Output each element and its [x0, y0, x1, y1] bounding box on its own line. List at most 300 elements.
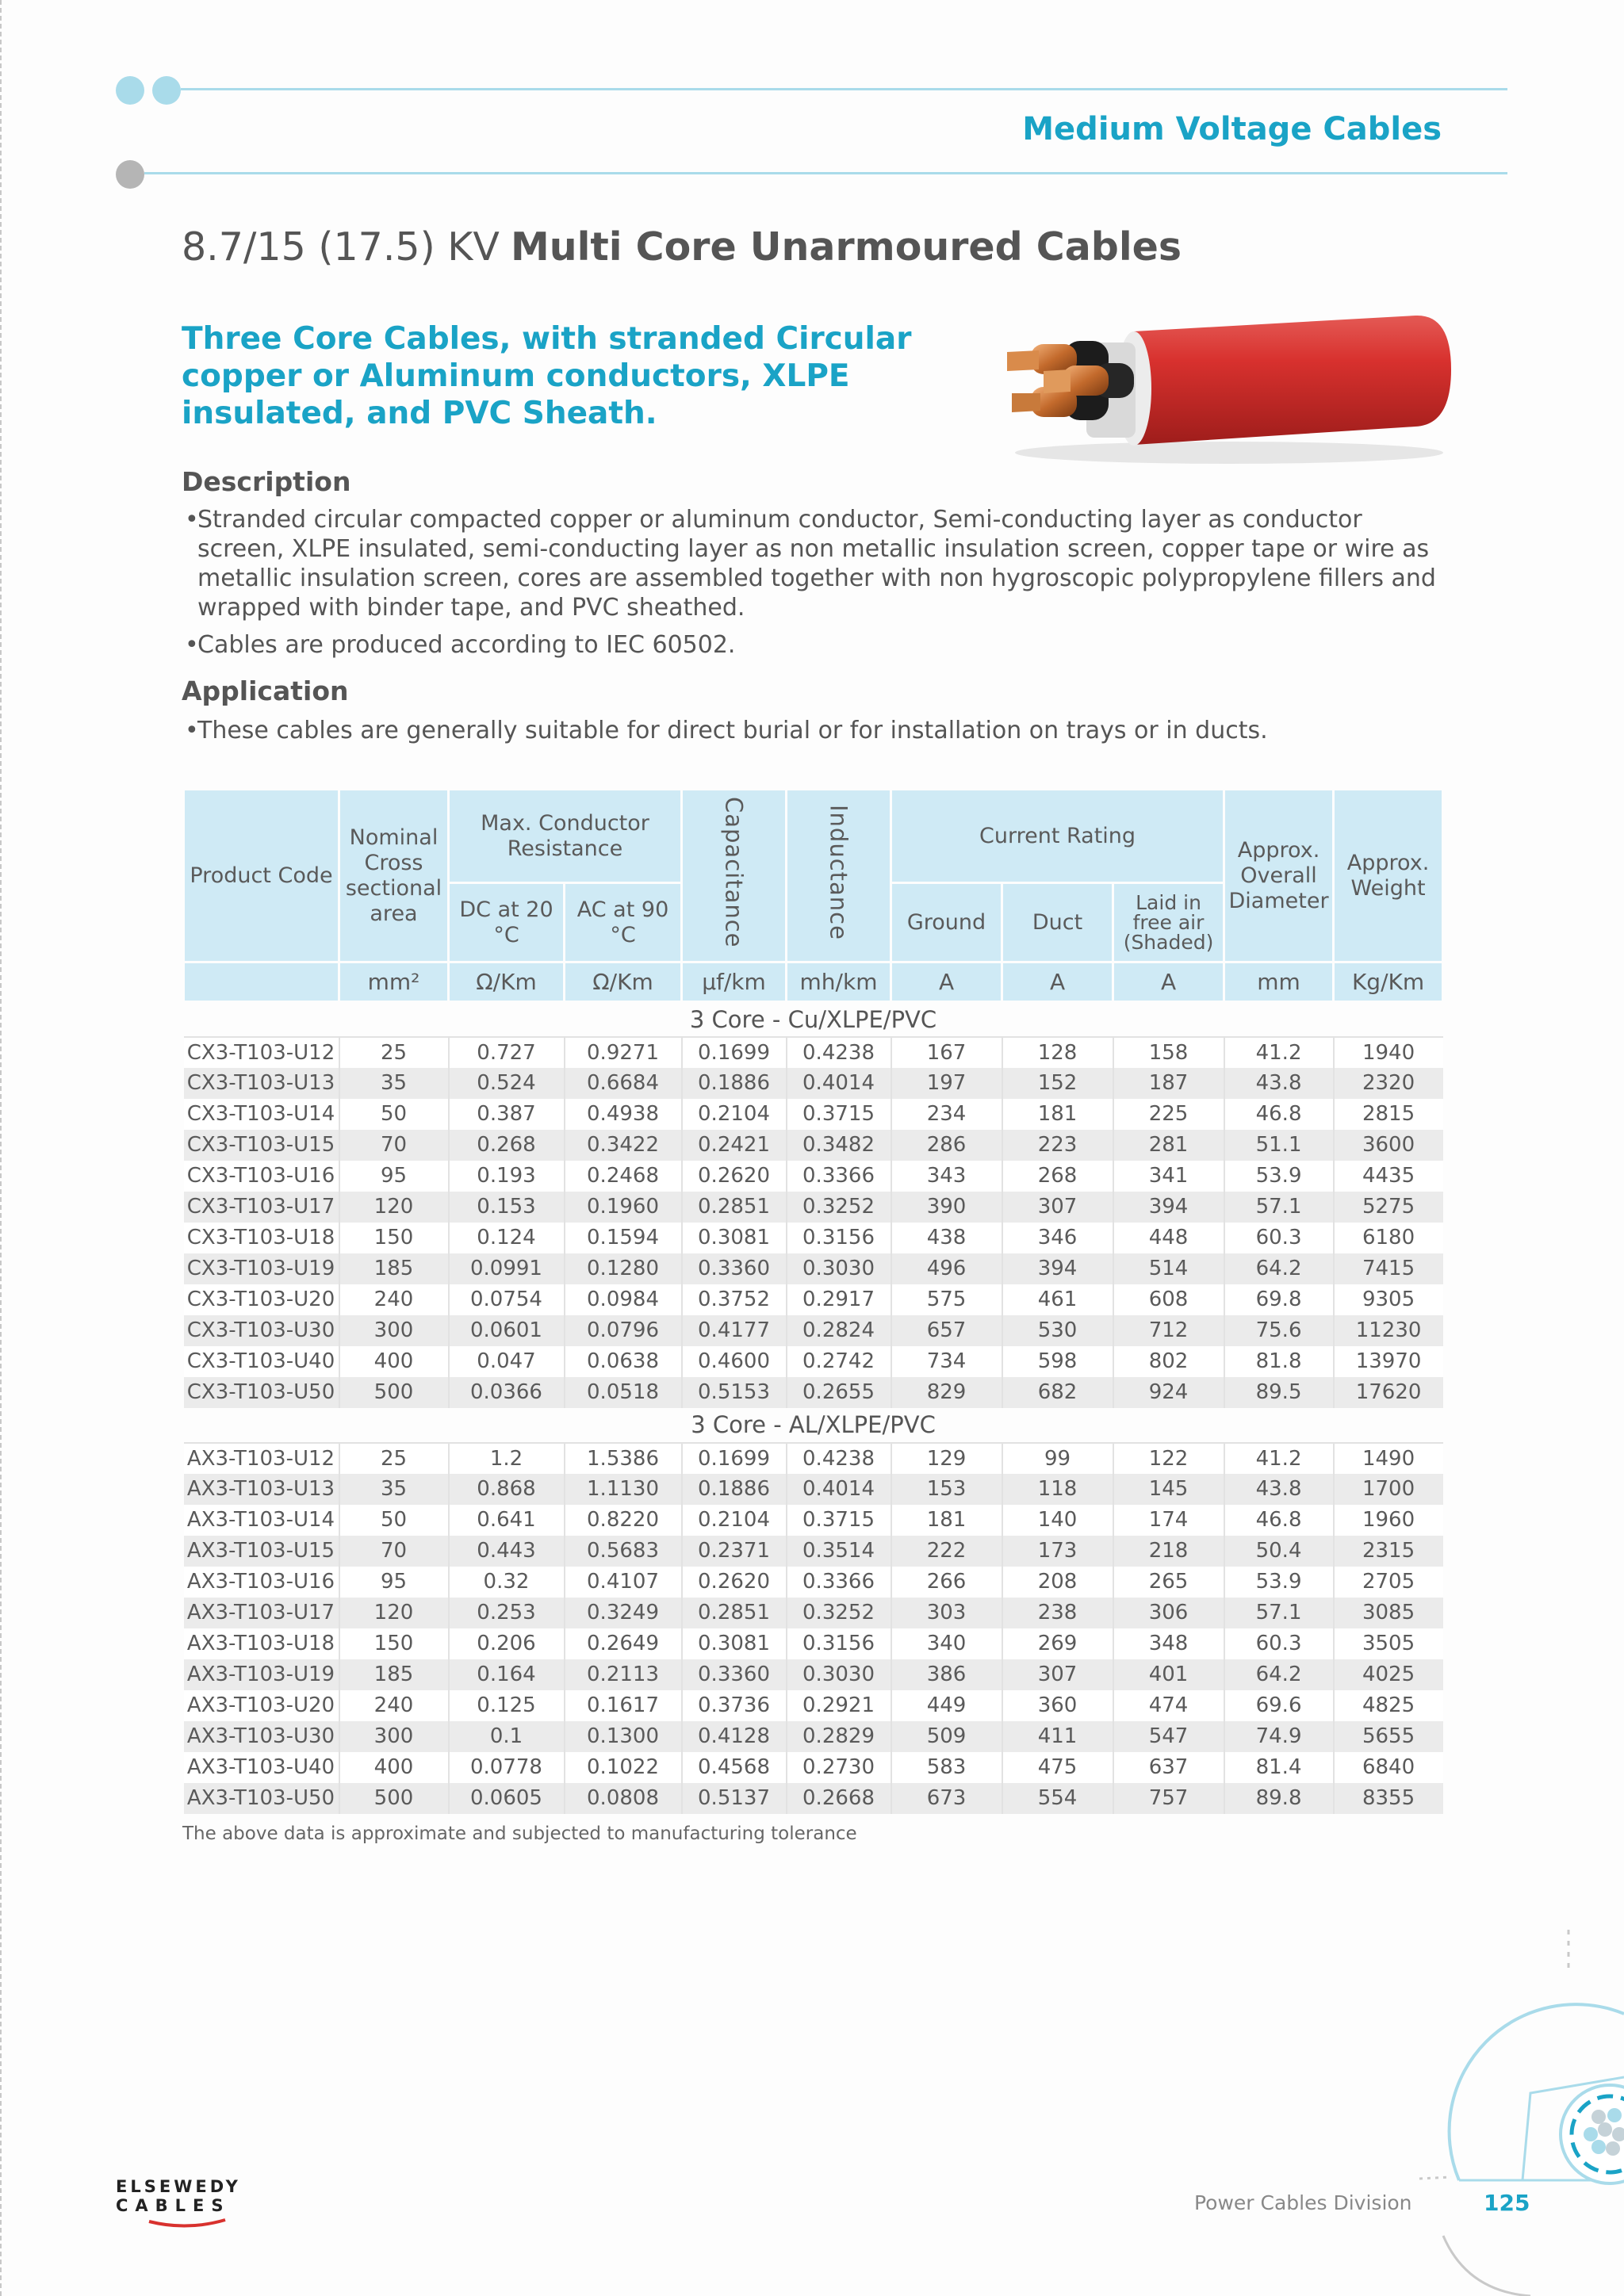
table-cell: 0.2730: [787, 1752, 891, 1783]
table-row: [184, 1068, 1443, 1099]
product-code-cell: CX3-T103-U19: [184, 1253, 339, 1284]
table-cell: 174: [1113, 1505, 1224, 1536]
header-rule-top: [181, 88, 1507, 90]
product-code-cell: AX3-T103-U50: [184, 1783, 339, 1814]
application-heading: Application: [182, 675, 349, 706]
table-cell: 145: [1113, 1474, 1224, 1505]
table-cell: 0.3715: [787, 1505, 891, 1536]
table-cell: 0.1699: [682, 1443, 787, 1474]
table-cell: 637: [1113, 1752, 1224, 1783]
table-cell: 3505: [1334, 1628, 1443, 1659]
table-cell: 0.5137: [682, 1783, 787, 1814]
table-cell: 53.9: [1224, 1161, 1334, 1192]
unit-cell: Kg/Km: [1334, 962, 1443, 1002]
product-code-cell: AX3-T103-U40: [184, 1752, 339, 1783]
table-row: [184, 1284, 1443, 1315]
table-cell: 0.1886: [682, 1474, 787, 1505]
table-cell: 128: [1002, 1037, 1113, 1068]
table-cell: 4825: [1334, 1690, 1443, 1721]
table-cell: 0.4128: [682, 1721, 787, 1752]
table-cell: 0.2917: [787, 1284, 891, 1315]
table-cell: 9305: [1334, 1284, 1443, 1315]
table-row: [184, 1161, 1443, 1192]
title-voltage: 8.7/15 (17.5) KV: [182, 224, 500, 270]
table-cell: 300: [339, 1315, 449, 1346]
page-number: 125: [1484, 2190, 1530, 2216]
table-cell: 608: [1113, 1284, 1224, 1315]
table-cell: 53.9: [1224, 1567, 1334, 1598]
table-cell: 0.124: [449, 1223, 565, 1253]
inductance-label: Inductance: [825, 805, 852, 940]
table-cell: 0.2824: [787, 1315, 891, 1346]
table-cell: 0.0601: [449, 1315, 565, 1346]
table-cell: 0.193: [449, 1161, 565, 1192]
table-cell: 346: [1002, 1223, 1113, 1253]
table-cell: 0.4107: [565, 1567, 682, 1598]
table-row: [184, 1192, 1443, 1223]
description-heading: Description: [182, 466, 351, 497]
table-cell: 0.0778: [449, 1752, 565, 1783]
table-cell: 0.3715: [787, 1099, 891, 1130]
header-diameter: Approx. Overall Diameter: [1224, 790, 1334, 962]
table-cell: 0.641: [449, 1505, 565, 1536]
table-cell: 0.2620: [682, 1567, 787, 1598]
product-code-cell: CX3-T103-U30: [184, 1315, 339, 1346]
cable-image: [975, 282, 1451, 473]
table-cell: 500: [339, 1377, 449, 1408]
table-cell: 0.1699: [682, 1037, 787, 1068]
table-cell: 0.253: [449, 1598, 565, 1628]
table-cell: 0.5683: [565, 1536, 682, 1567]
table-cell: 0.2851: [682, 1598, 787, 1628]
product-code-cell: CX3-T103-U15: [184, 1130, 339, 1161]
table-cell: 13970: [1334, 1346, 1443, 1377]
table-cell: 0.868: [449, 1474, 565, 1505]
table-cell: 438: [891, 1223, 1002, 1253]
header-dot: [116, 76, 144, 105]
group-row: [184, 1408, 1443, 1443]
description-text: Cables are produced according to IEC 60502.: [197, 631, 736, 659]
table-cell: 0.3030: [787, 1253, 891, 1284]
table-cell: 0.4238: [787, 1443, 891, 1474]
table-cell: 575: [891, 1284, 1002, 1315]
table-cell: 99: [1002, 1443, 1113, 1474]
section-title: Medium Voltage Cables: [1022, 111, 1442, 147]
table-cell: 0.32: [449, 1567, 565, 1598]
table-cell: 400: [339, 1752, 449, 1783]
table-cell: 0.164: [449, 1659, 565, 1690]
table-cell: 208: [1002, 1567, 1113, 1598]
table-cell: 734: [891, 1346, 1002, 1377]
application-bullet: [182, 716, 1450, 745]
capacitance-label: Capacitance: [720, 797, 748, 948]
table-cell: 185: [339, 1659, 449, 1690]
table-cell: 265: [1113, 1567, 1224, 1598]
table-cell: 0.2829: [787, 1721, 891, 1752]
group-title: 3 Core - AL/XLPE/PVC: [184, 1408, 1443, 1443]
table-cell: 348: [1113, 1628, 1224, 1659]
table-cell: 0.3366: [787, 1161, 891, 1192]
table-cell: 70: [339, 1130, 449, 1161]
table-cell: 924: [1113, 1377, 1224, 1408]
table-cell: 341: [1113, 1161, 1224, 1192]
product-code-cell: AX3-T103-U20: [184, 1690, 339, 1721]
unit-cell: A: [1002, 962, 1113, 1002]
table-cell: 2815: [1334, 1099, 1443, 1130]
header-rule-bottom: [144, 172, 1507, 174]
table-cell: 0.443: [449, 1536, 565, 1567]
table-cell: 0.2921: [787, 1690, 891, 1721]
product-code-cell: AX3-T103-U12: [184, 1443, 339, 1474]
table-cell: 43.8: [1224, 1474, 1334, 1505]
table-cell: 300: [339, 1721, 449, 1752]
table-cell: 0.1617: [565, 1690, 682, 1721]
table-cell: 50: [339, 1505, 449, 1536]
table-cell: 6180: [1334, 1223, 1443, 1253]
table-cell: 0.206: [449, 1628, 565, 1659]
description-bullet: [182, 630, 1450, 660]
table-cell: 3600: [1334, 1130, 1443, 1161]
table-cell: 8355: [1334, 1783, 1443, 1814]
table-cell: 0.0518: [565, 1377, 682, 1408]
product-code-cell: CX3-T103-U18: [184, 1223, 339, 1253]
table-cell: 0.2620: [682, 1161, 787, 1192]
table-cell: 0.3482: [787, 1130, 891, 1161]
table-cell: 240: [339, 1284, 449, 1315]
table-cell: 286: [891, 1130, 1002, 1161]
table-cell: 0.2104: [682, 1099, 787, 1130]
table-cell: 1700: [1334, 1474, 1443, 1505]
table-cell: 70: [339, 1536, 449, 1567]
table-cell: 0.3081: [682, 1223, 787, 1253]
product-code-cell: CX3-T103-U50: [184, 1377, 339, 1408]
unit-cell: Ω/Km: [449, 962, 565, 1002]
table-cell: 0.0991: [449, 1253, 565, 1284]
table-cell: 0.1022: [565, 1752, 682, 1783]
table-footnote: The above data is approximate and subjected to manufacturing tolerance: [182, 1823, 857, 1844]
header-max-resistance: Max. Conductor Resistance: [449, 790, 682, 883]
table-cell: 51.1: [1224, 1130, 1334, 1161]
table-cell: 0.2371: [682, 1536, 787, 1567]
table-cell: 4435: [1334, 1161, 1443, 1192]
table-cell: 530: [1002, 1315, 1113, 1346]
table-cell: 0.3252: [787, 1192, 891, 1223]
table-cell: 1940: [1334, 1037, 1443, 1068]
table-row: [184, 1346, 1443, 1377]
table-cell: 496: [891, 1253, 1002, 1284]
table-cell: 225: [1113, 1099, 1224, 1130]
table-cell: 152: [1002, 1068, 1113, 1099]
table-row: [184, 1099, 1443, 1130]
table-cell: 1.1130: [565, 1474, 682, 1505]
table-cell: 411: [1002, 1721, 1113, 1752]
product-code-cell: AX3-T103-U18: [184, 1628, 339, 1659]
table-cell: 0.3752: [682, 1284, 787, 1315]
table-cell: 0.0808: [565, 1783, 682, 1814]
table-cell: 307: [1002, 1659, 1113, 1690]
product-code-cell: CX3-T103-U17: [184, 1192, 339, 1223]
table-cell: 43.8: [1224, 1068, 1334, 1099]
product-code-cell: CX3-T103-U16: [184, 1161, 339, 1192]
table-cell: 150: [339, 1628, 449, 1659]
table-cell: 1.2: [449, 1443, 565, 1474]
table-cell: 0.4014: [787, 1068, 891, 1099]
description-text: Stranded circular compacted copper or aluminum conductor, Semi-conducting layer as conductor screen, XLPE insulated, semi-conducting layer as non metallic insulation screen, copper tape or wire as metallic insulation screen, cores are assembled together with non hygroscopic polypropylene fillers and wrapped with binder tape, and PVC sheathed.: [197, 506, 1436, 622]
table-cell: 222: [891, 1536, 1002, 1567]
table-cell: 547: [1113, 1721, 1224, 1752]
header-dot: [152, 76, 181, 105]
table-cell: 41.2: [1224, 1443, 1334, 1474]
table-cell: 69.8: [1224, 1284, 1334, 1315]
table-cell: 140: [1002, 1505, 1113, 1536]
table-cell: 673: [891, 1783, 1002, 1814]
product-code-cell: AX3-T103-U15: [184, 1536, 339, 1567]
table-cell: 394: [1113, 1192, 1224, 1223]
table-cell: 1.5386: [565, 1443, 682, 1474]
table-cell: 5275: [1334, 1192, 1443, 1223]
table-cell: 50: [339, 1099, 449, 1130]
bullet-mark: •: [185, 631, 199, 659]
table-cell: 150: [339, 1223, 449, 1253]
table-cell: 153: [891, 1474, 1002, 1505]
table-cell: 197: [891, 1068, 1002, 1099]
unit-cell: A: [891, 962, 1002, 1002]
table-row: [184, 1567, 1443, 1598]
table-cell: 0.3252: [787, 1598, 891, 1628]
table-cell: 122: [1113, 1443, 1224, 1474]
table-cell: 240: [339, 1690, 449, 1721]
table-cell: 0.3030: [787, 1659, 891, 1690]
unit-cell: mm²: [339, 962, 449, 1002]
cable-data-table: [182, 788, 1444, 1814]
table-cell: 181: [891, 1505, 1002, 1536]
table-cell: 46.8: [1224, 1099, 1334, 1130]
table-cell: 2320: [1334, 1068, 1443, 1099]
description-bullet: [182, 505, 1450, 622]
table-cell: 448: [1113, 1223, 1224, 1253]
logo-text-top: ELSEWEDY: [116, 2177, 241, 2196]
application-text: These cables are generally suitable for direct burial or for installation on trays or in ducts.: [197, 717, 1268, 744]
table-row: [184, 1690, 1443, 1721]
table-cell: 360: [1002, 1690, 1113, 1721]
table-cell: 118: [1002, 1474, 1113, 1505]
page-title: [182, 224, 1182, 270]
table-cell: 0.8220: [565, 1505, 682, 1536]
table-cell: 0.0754: [449, 1284, 565, 1315]
table-cell: 158: [1113, 1037, 1224, 1068]
table-cell: 0.6684: [565, 1068, 682, 1099]
table-cell: 50.4: [1224, 1536, 1334, 1567]
table-cell: 474: [1113, 1690, 1224, 1721]
table-cell: 17620: [1334, 1377, 1443, 1408]
header-duct: Duct: [1002, 883, 1113, 962]
product-subtitle: Three Core Cables, with stranded Circular copper or Aluminum conductors, XLPE insulated, and PVC Sheath.: [182, 321, 912, 431]
unit-cell: µf/km: [682, 962, 787, 1002]
table-cell: 64.2: [1224, 1253, 1334, 1284]
table-cell: 0.0605: [449, 1783, 565, 1814]
unit-cell: mm: [1224, 962, 1334, 1002]
table-cell: 0.1960: [565, 1192, 682, 1223]
table-cell: 0.2668: [787, 1783, 891, 1814]
table-cell: 0.3249: [565, 1598, 682, 1628]
table-cell: 0.524: [449, 1068, 565, 1099]
table-cell: 268: [1002, 1161, 1113, 1192]
product-code-cell: AX3-T103-U13: [184, 1474, 339, 1505]
table-cell: 35: [339, 1474, 449, 1505]
table-cell: 7415: [1334, 1253, 1443, 1284]
table-cell: 0.2113: [565, 1659, 682, 1690]
header-current-rating: Current Rating: [891, 790, 1224, 883]
table-row: [184, 1443, 1443, 1474]
product-code-cell: CX3-T103-U12: [184, 1037, 339, 1068]
table-row: [184, 1377, 1443, 1408]
unit-cell: [184, 962, 339, 1002]
table-cell: 0.4177: [682, 1315, 787, 1346]
table-cell: 0.4238: [787, 1037, 891, 1068]
table-cell: 120: [339, 1598, 449, 1628]
table-cell: 0.4568: [682, 1752, 787, 1783]
table-cell: 509: [891, 1721, 1002, 1752]
table-cell: 187: [1113, 1068, 1224, 1099]
table-cell: 514: [1113, 1253, 1224, 1284]
logo-text-bottom: CABLES: [116, 2196, 231, 2215]
table-cell: 394: [1002, 1253, 1113, 1284]
table-cell: 25: [339, 1037, 449, 1068]
table-cell: 0.2655: [787, 1377, 891, 1408]
table-cell: 57.1: [1224, 1598, 1334, 1628]
table-cell: 303: [891, 1598, 1002, 1628]
group-row: [184, 1002, 1443, 1037]
table-cell: 0.2649: [565, 1628, 682, 1659]
table-cell: 554: [1002, 1783, 1113, 1814]
table-cell: 185: [339, 1253, 449, 1284]
table-cell: 829: [891, 1377, 1002, 1408]
table-cell: 0.4938: [565, 1099, 682, 1130]
table-row: [184, 1536, 1443, 1567]
table-cell: 218: [1113, 1536, 1224, 1567]
table-cell: 5655: [1334, 1721, 1443, 1752]
table-cell: 306: [1113, 1598, 1224, 1628]
table-cell: 0.3156: [787, 1628, 891, 1659]
table-cell: 0.2468: [565, 1161, 682, 1192]
header-ac: AC at 90 °C: [565, 883, 682, 962]
table-cell: 0.047: [449, 1346, 565, 1377]
table-cell: 0.2104: [682, 1505, 787, 1536]
table-cell: 181: [1002, 1099, 1113, 1130]
table-cell: 449: [891, 1690, 1002, 1721]
table-cell: 386: [891, 1659, 1002, 1690]
product-code-cell: AX3-T103-U17: [184, 1598, 339, 1628]
table-cell: 0.3360: [682, 1253, 787, 1284]
table-row: [184, 1474, 1443, 1505]
table-cell: 234: [891, 1099, 1002, 1130]
table-cell: 682: [1002, 1377, 1113, 1408]
logo-swoosh: [147, 2218, 227, 2229]
table-cell: 57.1: [1224, 1192, 1334, 1223]
table-cell: 25: [339, 1443, 449, 1474]
table-row: [184, 1130, 1443, 1161]
table-row: [184, 1752, 1443, 1783]
table-cell: 0.4600: [682, 1346, 787, 1377]
table-cell: 340: [891, 1628, 1002, 1659]
product-code-cell: CX3-T103-U20: [184, 1284, 339, 1315]
table-cell: 269: [1002, 1628, 1113, 1659]
table-cell: 2315: [1334, 1536, 1443, 1567]
cable-cross-section-decoration: [1411, 1927, 1624, 2296]
product-code-cell: CX3-T103-U13: [184, 1068, 339, 1099]
product-code-cell: CX3-T103-U40: [184, 1346, 339, 1377]
table-row: [184, 1628, 1443, 1659]
group-title: 3 Core - Cu/XLPE/PVC: [184, 1002, 1443, 1037]
product-code-cell: AX3-T103-U19: [184, 1659, 339, 1690]
bullet-mark: •: [185, 717, 199, 744]
header-laid-free-air: Laid in free air (Shaded): [1113, 883, 1224, 962]
unit-cell: Ω/Km: [565, 962, 682, 1002]
table-cell: 0.3156: [787, 1223, 891, 1253]
table-cell: 0.9271: [565, 1037, 682, 1068]
table-cell: 0.4014: [787, 1474, 891, 1505]
table-cell: 0.2851: [682, 1192, 787, 1223]
table-cell: 75.6: [1224, 1315, 1334, 1346]
table-cell: 400: [339, 1346, 449, 1377]
table-cell: 598: [1002, 1346, 1113, 1377]
table-row: [184, 1037, 1443, 1068]
table-cell: 0.727: [449, 1037, 565, 1068]
header-capacitance: [682, 790, 787, 962]
product-code-cell: AX3-T103-U16: [184, 1567, 339, 1598]
header-nominal-area: Nominal Cross sectional area: [339, 790, 449, 962]
table-cell: 0.1594: [565, 1223, 682, 1253]
table-cell: 0.1280: [565, 1253, 682, 1284]
table-cell: 41.2: [1224, 1037, 1334, 1068]
table-row: [184, 1659, 1443, 1690]
table-cell: 0.3514: [787, 1536, 891, 1567]
table-cell: 0.3366: [787, 1567, 891, 1598]
table-cell: 657: [891, 1315, 1002, 1346]
unit-cell: mh/km: [787, 962, 891, 1002]
table-cell: 35: [339, 1068, 449, 1099]
table-cell: 0.5153: [682, 1377, 787, 1408]
table-cell: 223: [1002, 1130, 1113, 1161]
product-code-cell: CX3-T103-U14: [184, 1099, 339, 1130]
table-cell: 0.153: [449, 1192, 565, 1223]
table-row: [184, 1223, 1443, 1253]
product-code-cell: AX3-T103-U14: [184, 1505, 339, 1536]
table-cell: 89.5: [1224, 1377, 1334, 1408]
table-cell: 0.0366: [449, 1377, 565, 1408]
table-cell: 390: [891, 1192, 1002, 1223]
header-ground: Ground: [891, 883, 1002, 962]
table-cell: 343: [891, 1161, 1002, 1192]
table-cell: 0.3360: [682, 1659, 787, 1690]
table-cell: 4025: [1334, 1659, 1443, 1690]
table-cell: 0.268: [449, 1130, 565, 1161]
header-dc: DC at 20 °C: [449, 883, 565, 962]
table-cell: 69.6: [1224, 1690, 1334, 1721]
table-cell: 0.125: [449, 1690, 565, 1721]
table-cell: 583: [891, 1752, 1002, 1783]
table-cell: 0.3422: [565, 1130, 682, 1161]
division-name: Power Cables Division: [1194, 2191, 1412, 2214]
product-code-cell: AX3-T103-U30: [184, 1721, 339, 1752]
table-cell: 167: [891, 1037, 1002, 1068]
table-cell: 266: [891, 1567, 1002, 1598]
table-cell: 0.1886: [682, 1068, 787, 1099]
table-cell: 173: [1002, 1536, 1113, 1567]
table-row: [184, 1721, 1443, 1752]
table-cell: 0.1300: [565, 1721, 682, 1752]
table-cell: 0.387: [449, 1099, 565, 1130]
